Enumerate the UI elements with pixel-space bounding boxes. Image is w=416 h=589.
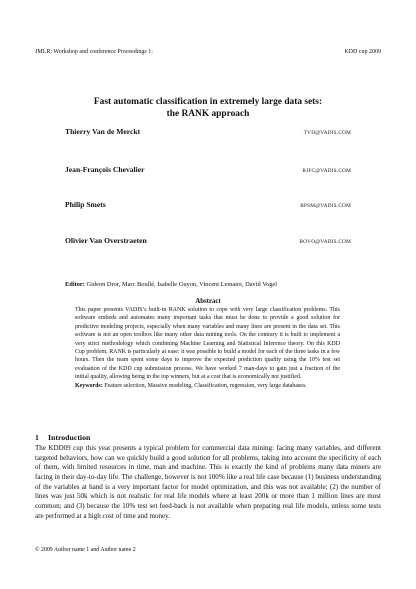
running-header [35, 47, 381, 57]
section-title: Introduction [48, 433, 91, 442]
section-number: 1 [35, 433, 39, 442]
author-name: Jean-François Chevalier [65, 165, 145, 174]
section-heading [35, 432, 90, 443]
author-name: Philip Smets [65, 200, 106, 209]
abstract-text: This paper presents VADIS’s built-in RANK solution to cope with very large classification problems. This software embeds and automates many important tasks that must be done to provide a good solution for predictive modeling projects, especially when many variables and many lines are present in the data set. This software is not an open toolbox like many other data mining tools. On the contrary it is built to implement a very strict methodology which combining Machine Learning and Statistical Inference theory. On this KDD Cup problem, RANK is particularly at ease: it was possible to build a model for each of the three tasks in a few hours. Then the team spent some days to improve the expected prediction quality using the 10% test set evaluation of the KDD cup submission process. We have worked 7 man-days to gain just a fraction of the initial quality, allowing being in the top winners, but at a cost that is economically not justified. [75, 307, 340, 381]
copyright-footer: © 2009 Author name 1 and Author name 2 [35, 547, 136, 553]
running-header-right: KDD cup 2009 [344, 49, 381, 55]
keywords: Feature selection, Massive modeling, Classification, regression, very large databases. [104, 382, 307, 389]
abstract-heading: Abstract [195, 298, 221, 305]
running-header-left: JMLR: Workshop and conference Proceedings 1: [35, 49, 153, 55]
author-name: Thierry Van de Merckt [65, 127, 141, 136]
author-block [65, 164, 351, 176]
author-email[interactable]: TVD@VADIS.COM [303, 130, 351, 136]
author-block [65, 199, 351, 211]
abstract-body [75, 306, 340, 390]
paper-title [0, 96, 416, 120]
author-name: Olivier Van Overstraeten [65, 236, 147, 245]
author-block [65, 126, 351, 138]
author-email[interactable]: RJFC@VADIS.COM [302, 168, 351, 174]
keywords-label: Keywords: [75, 382, 103, 389]
paper-title-line-1: Fast automatic classification in extremely large data sets: [93, 97, 323, 107]
author-email[interactable]: BOVO@VADIS.COM [299, 239, 351, 245]
paper-title-line-2: the RANK approach [166, 109, 250, 119]
author-email[interactable]: BPSM@VADIS.COM [300, 203, 351, 209]
section-body: The KDD09 cup this year presents a typical problem for commercial data mining: facing many variables, and different targeted behaviors, how can we quickly build a good solution for all problems, taking into account the specificity of each of them, with limited resources in time, man and machine. This is exactly the kind of problems many data miners are facing in their day-to-day life. The challenge, however is not 100% like a real life case because (1) business understanding of the variables at hand is a very important factor for model optimization, and this was not available; (2) the number of lines was just 50k which is not realistic for real life models where at least 200k or more than 1 million lines are most common; and (3) because the 10% test set feed-back is not available when preparing real life models, unless some tests are performed at a high cost of time and money. [35, 444, 381, 520]
editor-line [65, 280, 351, 290]
editor-names: Gideon Dror, Marc Boullé, Isabelle Guyon, Vincent Lemaire, David Vogel [86, 281, 277, 288]
editor-label: Editor: [65, 281, 85, 288]
author-block [65, 235, 351, 247]
